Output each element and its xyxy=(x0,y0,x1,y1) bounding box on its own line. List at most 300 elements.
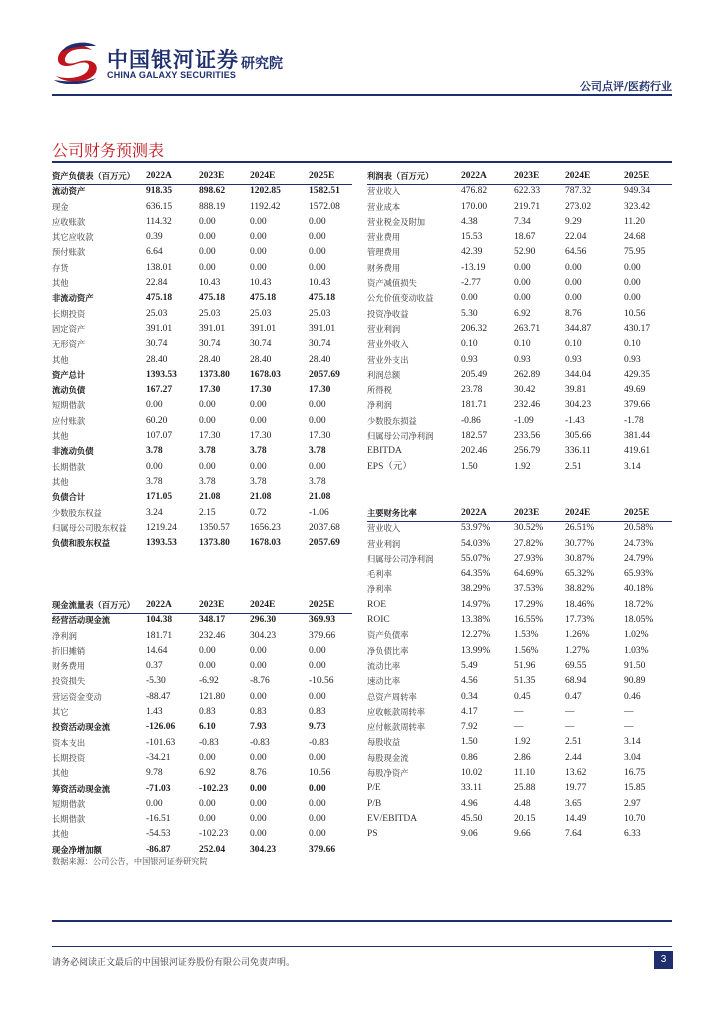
cell-value: 24.68 xyxy=(624,232,646,243)
cell-value: -1.09 xyxy=(514,415,534,426)
cell-value: 3.14 xyxy=(624,461,641,472)
cell-value: 17.30 xyxy=(199,385,221,396)
row-label: 净利率 xyxy=(367,584,392,595)
table-row xyxy=(52,444,352,459)
cell-value: 0.00 xyxy=(199,400,216,411)
table-row xyxy=(52,644,352,659)
cell-value: 0.00 xyxy=(250,752,267,763)
row-label: 现金 xyxy=(52,201,69,212)
table-row xyxy=(367,230,672,245)
cell-value: 1.92 xyxy=(514,737,531,748)
table-row xyxy=(52,521,352,536)
row-label: 负债合计 xyxy=(52,492,86,503)
cell-value: 0.10 xyxy=(624,339,641,350)
cell-value: 28.40 xyxy=(146,354,168,365)
table-row xyxy=(52,261,352,276)
table-row xyxy=(367,690,672,705)
cell-value: 3.78 xyxy=(250,476,267,487)
cell-value: 205.49 xyxy=(461,369,488,380)
row-label: 总资产周转率 xyxy=(367,691,417,702)
table-row xyxy=(367,659,672,674)
table-row xyxy=(367,537,672,552)
cell-value: 8.76 xyxy=(250,768,267,779)
cell-value: 0.00 xyxy=(309,216,326,227)
cell-value: 5.49 xyxy=(461,660,478,671)
cell-value: 2057.69 xyxy=(309,538,340,549)
table-row xyxy=(52,215,352,230)
cell-value: 2.51 xyxy=(565,461,582,472)
table-row xyxy=(367,200,672,215)
cell-value: 262.89 xyxy=(514,369,541,380)
table-row xyxy=(367,429,672,444)
cell-value: -34.21 xyxy=(146,752,171,763)
table-row xyxy=(52,705,352,720)
row-label: 固定资产 xyxy=(52,323,86,334)
cell-value: 11.20 xyxy=(624,216,646,227)
cell-value: 0.00 xyxy=(565,278,582,289)
cell-value: 3.24 xyxy=(146,507,163,518)
table-row xyxy=(367,276,672,291)
cell-value: 18.05% xyxy=(624,615,654,626)
cell-value: 4.56 xyxy=(461,676,478,687)
page-header xyxy=(0,0,724,100)
row-label: 资产负债率 xyxy=(367,630,409,641)
table-row xyxy=(367,215,672,230)
data-source-note: 数据来源：公司公告，中国银河证券研究院 xyxy=(52,856,208,866)
table-row xyxy=(367,644,672,659)
row-label: 毛利率 xyxy=(367,569,392,580)
column-header: 2024E xyxy=(565,171,591,181)
row-label: P/B xyxy=(367,798,382,809)
cell-value: 1.50 xyxy=(461,461,478,472)
cell-value: 2.97 xyxy=(624,798,641,809)
cell-value: -0.86 xyxy=(461,415,481,426)
table-header-row xyxy=(367,506,672,521)
cell-value: 18.67 xyxy=(514,232,536,243)
cell-value: 10.43 xyxy=(250,278,272,289)
table-row xyxy=(52,812,352,827)
cell-value: 0.00 xyxy=(514,278,531,289)
cell-value: 38.29% xyxy=(461,584,491,595)
galaxy-logo-icon xyxy=(52,42,100,84)
table-row xyxy=(52,751,352,766)
table-row xyxy=(52,766,352,781)
cell-value: 0.00 xyxy=(624,262,641,273)
row-label: 其它应收款 xyxy=(52,232,94,243)
cell-value: 121.80 xyxy=(199,691,226,702)
table-row xyxy=(52,322,352,337)
cell-value: 23.78 xyxy=(461,385,483,396)
cell-value: 53.97% xyxy=(461,523,491,534)
row-label: 长期投资 xyxy=(52,308,86,319)
cell-value: -0.83 xyxy=(250,737,270,748)
column-header: 2025E xyxy=(309,600,335,610)
column-header: 2025E xyxy=(624,508,650,518)
cell-value: 1.43 xyxy=(146,707,163,718)
cell-value: 391.01 xyxy=(146,323,173,334)
cell-value: 21.08 xyxy=(309,492,331,503)
cell-value: 475.18 xyxy=(309,293,336,304)
cell-value: 0.86 xyxy=(461,752,478,763)
cell-value: — xyxy=(565,722,575,733)
row-label: 其他 xyxy=(52,768,69,779)
cell-value: 17.30 xyxy=(199,431,221,442)
table-row xyxy=(367,368,672,383)
cell-value: 0.00 xyxy=(309,798,326,809)
cell-value: 30.74 xyxy=(250,339,272,350)
cell-value: 1373.80 xyxy=(199,369,230,380)
row-label: 投资损失 xyxy=(52,676,86,687)
cell-value: 55.07% xyxy=(461,553,491,564)
cell-value: — xyxy=(514,706,524,717)
cell-value: 0.83 xyxy=(199,707,216,718)
cell-value: 304.23 xyxy=(565,400,592,411)
cell-value: 1393.53 xyxy=(146,538,177,549)
cell-value: 0.00 xyxy=(309,661,326,672)
cell-value: 26.51% xyxy=(565,523,595,534)
cell-value: 1.56% xyxy=(514,645,539,656)
row-label: 营运资金变动 xyxy=(52,691,102,702)
cell-value: 0.00 xyxy=(565,293,582,304)
cell-value: 25.88 xyxy=(514,783,536,794)
table-row xyxy=(367,720,672,735)
cell-value: 10.43 xyxy=(199,278,221,289)
row-label: 流动资产 xyxy=(52,186,86,197)
cell-value: 9.73 xyxy=(309,722,326,733)
cell-value: 17.30 xyxy=(309,431,331,442)
cell-value: 7.64 xyxy=(565,829,582,840)
cell-value: 256.79 xyxy=(514,446,541,457)
table-row xyxy=(367,674,672,689)
cell-value: 13.99% xyxy=(461,645,491,656)
cell-value: -88.47 xyxy=(146,691,171,702)
cell-value: 25.03 xyxy=(250,308,272,319)
cell-value: -2.77 xyxy=(461,278,481,289)
cell-value: 0.00 xyxy=(250,691,267,702)
cell-value: 8.76 xyxy=(565,308,582,319)
row-label: EBITDA xyxy=(367,446,402,457)
cell-value: 0.00 xyxy=(146,461,163,472)
row-label: ROE xyxy=(367,599,386,610)
cell-value: 0.00 xyxy=(309,247,326,258)
cell-value: 3.78 xyxy=(250,446,267,457)
cell-value: — xyxy=(624,722,634,733)
cell-value: 25.03 xyxy=(309,308,331,319)
column-header: 2023E xyxy=(514,508,540,518)
cell-value: 0.00 xyxy=(250,783,267,794)
cell-value: -13.19 xyxy=(461,262,486,273)
row-label: 营业费用 xyxy=(367,232,401,243)
table-row xyxy=(52,475,352,490)
cell-value: — xyxy=(514,722,524,733)
cell-value: 0.00 xyxy=(250,661,267,672)
table-row xyxy=(367,827,672,842)
cell-value: 30.87% xyxy=(565,553,595,564)
cell-value: 391.01 xyxy=(250,323,277,334)
cell-value: 107.07 xyxy=(146,431,173,442)
cell-value: 206.32 xyxy=(461,323,488,334)
cell-value: -8.76 xyxy=(250,676,270,687)
cell-value: 918.35 xyxy=(146,186,173,197)
row-label: 其他 xyxy=(52,278,69,289)
row-label: 净负债比率 xyxy=(367,645,409,656)
cell-value: 0.45 xyxy=(514,691,531,702)
cell-value: 17.73% xyxy=(565,615,595,626)
cell-value: 9.66 xyxy=(514,829,531,840)
cell-value: 0.00 xyxy=(199,814,216,825)
cell-value: 0.00 xyxy=(309,400,326,411)
page-number: 3 xyxy=(654,951,673,969)
table-title: 现金流量表（百万元） xyxy=(52,600,135,610)
row-label: 资本支出 xyxy=(52,737,86,748)
row-label: 资产总计 xyxy=(52,369,86,380)
cell-value: 232.46 xyxy=(199,630,226,641)
cell-value: 4.38 xyxy=(461,216,478,227)
cell-value: -6.92 xyxy=(199,676,219,687)
cell-value: 10.56 xyxy=(624,308,646,319)
cell-value: 0.00 xyxy=(250,814,267,825)
cell-value: 3.78 xyxy=(199,446,216,457)
table-row xyxy=(367,552,672,567)
row-label: P/E xyxy=(367,783,381,794)
logo-chinese-name: 中国银河证券 xyxy=(107,48,239,72)
table-row xyxy=(52,307,352,322)
row-label: 预付账款 xyxy=(52,247,86,258)
row-label: 管理费用 xyxy=(367,247,401,258)
table-title: 利润表（百万元） xyxy=(367,171,434,181)
row-label: 长期投资 xyxy=(52,752,86,763)
cell-value: 0.10 xyxy=(514,339,531,350)
cell-value: 1219.24 xyxy=(146,522,177,533)
table-row xyxy=(367,735,672,750)
report-category: 公司点评/医药行业 xyxy=(579,80,672,93)
cell-value: 4.96 xyxy=(461,798,478,809)
cell-value: 1.50 xyxy=(461,737,478,748)
cell-value: 182.57 xyxy=(461,431,488,442)
row-label: 短期借款 xyxy=(52,798,86,809)
cell-value: 0.00 xyxy=(250,400,267,411)
cell-value: 391.01 xyxy=(199,323,226,334)
row-label: 存货 xyxy=(52,262,69,273)
header-divider xyxy=(52,94,672,96)
table-row xyxy=(367,414,672,429)
row-label: EV/EBITDA xyxy=(367,813,418,824)
table-row xyxy=(52,613,352,628)
cell-value: 0.83 xyxy=(250,707,267,718)
cell-value: 0.00 xyxy=(250,798,267,809)
cell-value: 475.18 xyxy=(250,293,277,304)
cell-value: -10.56 xyxy=(309,676,334,687)
cell-value: 336.11 xyxy=(565,446,591,457)
cell-value: -86.87 xyxy=(146,844,171,855)
cell-value: 348.17 xyxy=(199,615,226,626)
cell-value: 65.93% xyxy=(624,569,654,580)
cell-value: 0.00 xyxy=(514,293,531,304)
table-row xyxy=(367,598,672,613)
row-label: 负债和股东权益 xyxy=(52,538,111,549)
cell-value: 0.72 xyxy=(250,507,267,518)
cell-value: 0.00 xyxy=(250,461,267,472)
table-row xyxy=(367,582,672,597)
table-row xyxy=(367,322,672,337)
cell-value: 3.78 xyxy=(309,476,326,487)
row-label: 营业外收入 xyxy=(367,339,409,350)
cell-value: 0.00 xyxy=(309,415,326,426)
table-row xyxy=(367,245,672,260)
cell-value: 64.56 xyxy=(565,247,587,258)
cell-value: 91.50 xyxy=(624,660,646,671)
cell-value: 1582.51 xyxy=(309,186,340,197)
cell-value: 42.39 xyxy=(461,247,483,258)
table-row xyxy=(367,184,672,199)
cell-value: 263.71 xyxy=(514,323,541,334)
row-label: 归属母公司净利润 xyxy=(367,553,434,564)
cell-value: 27.82% xyxy=(514,538,544,549)
table-row xyxy=(52,200,352,215)
table-row xyxy=(367,291,672,306)
table-row xyxy=(367,307,672,322)
table-row xyxy=(52,720,352,735)
row-label: 少数股东损益 xyxy=(367,415,417,426)
cell-value: 0.00 xyxy=(199,661,216,672)
cell-value: 6.92 xyxy=(514,308,531,319)
cell-value: 9.06 xyxy=(461,829,478,840)
cell-value: 33.11 xyxy=(461,783,483,794)
cell-value: 6.33 xyxy=(624,829,641,840)
table-header-row xyxy=(52,169,352,184)
cell-value: 9.78 xyxy=(146,768,163,779)
table-row xyxy=(367,705,672,720)
cell-value: 429.35 xyxy=(624,369,651,380)
cell-value: 12.27% xyxy=(461,630,491,641)
table-row xyxy=(52,368,352,383)
cell-value: 30.52% xyxy=(514,523,544,534)
cell-value: 0.00 xyxy=(309,232,326,243)
cash-flow-table xyxy=(52,598,352,858)
cell-value: 233.56 xyxy=(514,431,541,442)
cell-value: 475.18 xyxy=(199,293,226,304)
cell-value: 28.40 xyxy=(199,354,221,365)
cell-value: 379.66 xyxy=(309,630,336,641)
cell-value: 0.00 xyxy=(461,293,478,304)
cell-value: 0.00 xyxy=(565,262,582,273)
cell-value: 75.95 xyxy=(624,247,646,258)
row-label: 应收帐款周转率 xyxy=(367,706,426,717)
cell-value: 45.50 xyxy=(461,813,483,824)
cell-value: 9.29 xyxy=(565,216,582,227)
row-label: 营业收入 xyxy=(367,186,401,197)
table-row xyxy=(367,751,672,766)
row-label: 每股现金流 xyxy=(367,752,409,763)
column-header: 2022A xyxy=(461,171,487,181)
row-label: 营业外支出 xyxy=(367,354,409,365)
row-label: PS xyxy=(367,829,378,840)
cell-value: 4.17 xyxy=(461,706,478,717)
table-row xyxy=(52,827,352,842)
cell-value: 20.58% xyxy=(624,523,654,534)
cell-value: 17.30 xyxy=(250,431,272,442)
table-row xyxy=(52,353,352,368)
cell-value: 2.15 xyxy=(199,507,216,518)
cell-value: -102.23 xyxy=(199,783,229,794)
table-row xyxy=(367,812,672,827)
cell-value: 344.87 xyxy=(565,323,592,334)
row-label: 非流动资产 xyxy=(52,293,94,304)
logo-english-name: CHINA GALAXY SECURITIES xyxy=(107,70,237,80)
table-header-row xyxy=(367,169,672,184)
row-label: 长期借款 xyxy=(52,814,86,825)
cell-value: 379.66 xyxy=(309,844,336,855)
cell-value: 0.00 xyxy=(309,262,326,273)
cell-value: 0.37 xyxy=(146,661,163,672)
table-row xyxy=(52,736,352,751)
cell-value: 6.10 xyxy=(199,722,216,733)
cell-value: 0.00 xyxy=(514,262,531,273)
row-label: 营业利润 xyxy=(367,538,401,549)
cell-value: 1678.03 xyxy=(250,369,281,380)
row-label: 所得税 xyxy=(367,385,392,396)
row-label: 其他 xyxy=(52,354,69,365)
table-row xyxy=(52,230,352,245)
table-row xyxy=(367,383,672,398)
cell-value: 68.94 xyxy=(565,676,587,687)
table-title: 主要财务比率 xyxy=(367,508,417,518)
cell-value: 4.48 xyxy=(514,798,531,809)
cell-value: 391.01 xyxy=(309,323,336,334)
cell-value: 30.77% xyxy=(565,538,595,549)
cell-value: — xyxy=(624,706,634,717)
column-header: 2022A xyxy=(146,171,172,181)
cell-value: 475.18 xyxy=(146,293,173,304)
cell-value: 17.30 xyxy=(250,385,272,396)
cell-value: 18.72% xyxy=(624,599,654,610)
cell-value: 64.35% xyxy=(461,569,491,580)
cell-value: -1.43 xyxy=(565,415,585,426)
cell-value: 18.46% xyxy=(565,599,595,610)
cell-value: — xyxy=(565,706,575,717)
cell-value: 10.70 xyxy=(624,813,646,824)
cell-value: 3.78 xyxy=(146,476,163,487)
table-row xyxy=(52,429,352,444)
table-row xyxy=(52,690,352,705)
cell-value: -101.63 xyxy=(146,737,176,748)
cell-value: 296.30 xyxy=(250,615,277,626)
cell-value: -5.30 xyxy=(146,676,166,687)
table-row xyxy=(52,291,352,306)
cell-value: 0.00 xyxy=(199,461,216,472)
balance-sheet-table xyxy=(52,169,352,551)
cell-value: 181.71 xyxy=(461,400,488,411)
cell-value: 0.00 xyxy=(309,814,326,825)
cell-value: 25.03 xyxy=(199,308,221,319)
cell-value: 0.10 xyxy=(565,339,582,350)
cell-value: 60.20 xyxy=(146,415,168,426)
table-row xyxy=(367,613,672,628)
row-label: 其他 xyxy=(52,431,69,442)
row-label: 投资活动现金流 xyxy=(52,722,111,733)
cell-value: 39.81 xyxy=(565,385,587,396)
cell-value: 30.74 xyxy=(199,339,221,350)
cell-value: 0.00 xyxy=(309,645,326,656)
cell-value: 273.02 xyxy=(565,201,592,212)
row-label: 营业成本 xyxy=(367,201,401,212)
cell-value: 3.04 xyxy=(624,752,641,763)
cell-value: 1393.53 xyxy=(146,369,177,380)
table-row xyxy=(52,414,352,429)
cell-value: 323.42 xyxy=(624,201,651,212)
cell-value: 622.33 xyxy=(514,186,541,197)
cell-value: 13.38% xyxy=(461,615,491,626)
